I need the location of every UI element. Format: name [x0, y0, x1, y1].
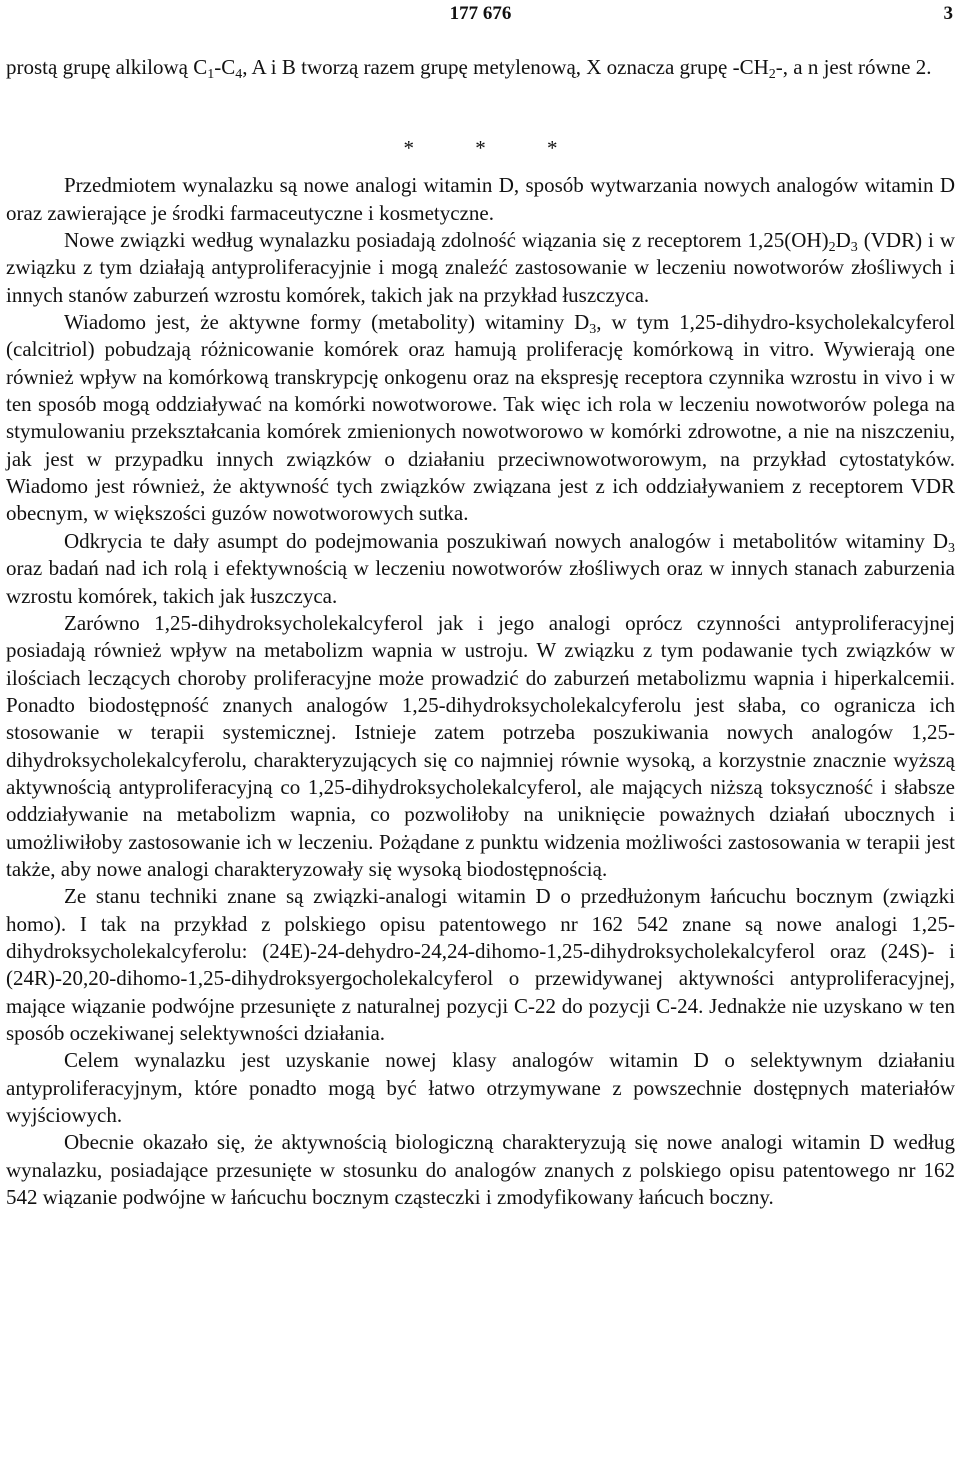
- paragraph-2: [6, 227, 955, 309]
- intro-text-1: prostą grupę alkilową C: [6, 55, 208, 79]
- intro-sub-1: 1: [207, 67, 215, 82]
- p2-text-1: Nowe związki według wynalazku posiadają zdolność wiązania się z receptorem 1,25(OH): [64, 228, 829, 253]
- document-number: 177 676: [449, 3, 512, 24]
- body-text: [6, 54, 955, 1211]
- p4-text-1: Odkrycia te dały asumpt do podejmowania poszukiwań nowych analogów i metabolitów witaminy D: [64, 528, 948, 553]
- paragraph-3: [6, 309, 955, 528]
- section-separator: * * *: [403, 136, 586, 161]
- page-number: 3: [943, 3, 953, 24]
- p2-sub-1: 2: [828, 240, 836, 256]
- intro-text-2: -C: [214, 55, 236, 79]
- paragraph-1: Przedmiotem wynalazku są nowe analogi witamin D, sposób wytwarzania nowych analogów witamin D oraz zawierające je środki farmaceutyczne i kosmetyczne.: [6, 173, 955, 225]
- paragraph-5: Zarówno 1,25-dihydroksycholekalcyferol jak i jego analogi oprócz czynności antyproliferacyjnej posiadają również wpływ na metabolizm wapnia w ustroju. W związku z tym podawanie tych związków w ilościach leczących choroby proliferacyjne może prowadzić do zaburzeń metabolizmu wapnia i hiperkalcemii. Ponadto biodostępność znanych analogów 1,25-dihydroksycholekalcyferolu jest słaba, co ogranicza ich stosowanie w terapii systemicznej. Istnieje zatem potrzeba poszukiwania nowych analogów 1,25-dihydroksycholekalcyferolu, charakteryzujących się co najmniej równie wysoką, a korzystnie znacznie wyższą aktywnością antyproliferacyjną co 1,25-dihydroksycholekalcyferol, ale mających niższą toksyczność i słabsze oddziaływanie na metabolizm wapnia, co pozwoliłoby na uniknięcie poważnych działań ubocznych i umożliwiłoby zastosowanie ich w leczeniu. Pożądane z punktu widzenia możliwości zastosowania w terapii jest także, aby nowe analogi charakteryzowały się wysoką biodostępnością.: [6, 610, 955, 881]
- p3-sub-1: 3: [589, 322, 597, 338]
- p4-text-2: oraz badań nad ich rolą i efektywnością w leczeniu nowotworów złośliwych oraz w innych stanach zaburzenia wzrostu komórek, takich jak łuszczyca.: [6, 556, 955, 608]
- p3-text-1: Wiadomo jest, że aktywne formy (metabolity) witaminy D: [64, 310, 590, 335]
- paragraph-4: [6, 528, 955, 610]
- paragraph-6: Ze stanu techniki znane są związki-analogi witamin D o przedłużonym łańcuchu bocznym (związki homo). I tak na przykład z polskiego opisu patentowego nr 162 542 znane są nowe analogi 1,25-dihydroksycholekalcyferolu: (24E)-24-dehydro-24,24-dihomo-1,25-dihydroksycholekalcyferol oraz (24S)- i (24R)-20,20-dihomo-1,25-dihydroksyergocholekalcyferol o przewidywanej aktywności antyproliferacyjnej, mające wiązanie podwójne przesunięte z naturalnej pozycji C-22 do pozycji C-24. Jednakże nie uzyskano w ten sposób oczekiwanej selektywności działania.: [6, 884, 955, 1045]
- intro-text-3: , A i B tworzą razem grupę metylenową, X oznacza grupę -CH: [242, 55, 769, 79]
- intro-text-4: -, a n jest równe 2.: [775, 55, 932, 79]
- p2-sub-2: 3: [850, 240, 858, 256]
- p2-text-2: D: [835, 228, 851, 253]
- intro-sub-3: 2: [768, 67, 776, 82]
- intro-paragraph: [6, 54, 955, 81]
- page-header: [6, 0, 955, 36]
- paragraph-8: Obecnie okazało się, że aktywnością biologiczną charakteryzują się nowe analogi witamin D według wynalazku, posiadające przesunięte w stosunku do analogów znanych z polskiego opisu patentowego nr 162 542 wiązanie podwójne w łańcuchu bocznym cząsteczki i zmodyfikowany łańcuch boczny.: [6, 1130, 955, 1210]
- intro-sub-2: 4: [235, 67, 243, 82]
- p3-text-2: , w tym 1,25-dihydro-ksycholekalcyferol (calcitriol) pobudzają różnicowanie komórek oraz hamują proliferację komórkową in vitro. Wywierają one również wpływ na komórkową transkrypcję onkogenu oraz na ekspresję receptora czynnika wzrostu in vivo i w ten sposób mogą oddziaływać na komórki nowotworowe. Tak więc ich rola w leczeniu nowotworów polega na stymulowaniu przekształcania komórek zmienionych nowotworowo w komórki zdrowotne, a nie na niszczeniu, jak jest w przypadku innych związków o działaniu przeciwnowotworowym, na przykład cytostatyków. Wiadomo jest również, że aktywność tych związków związana jest z ich oddziaływaniem z receptorem VDR obecnym, w większości guzów nowotworowych sutka.: [6, 310, 956, 526]
- p2-text-3: (VDR) i w związku z tym działają antyproliferacyjnie i mogą znaleźć zastosowanie w leczeniu nowotworów złośliwych i innych stanów zaburzeń wzrostu komórek, takich jak na przykład łuszczyca.: [6, 228, 955, 307]
- p4-sub-1: 3: [948, 540, 955, 556]
- paragraph-7: Celem wynalazku jest uzyskanie nowej klasy analogów witamin D o selektywnym działaniu antyproliferacyjnym, które ponadto mogą być łatwo otrzymywane z powszechnie dostępnych materiałów wyjściowych.: [6, 1048, 955, 1128]
